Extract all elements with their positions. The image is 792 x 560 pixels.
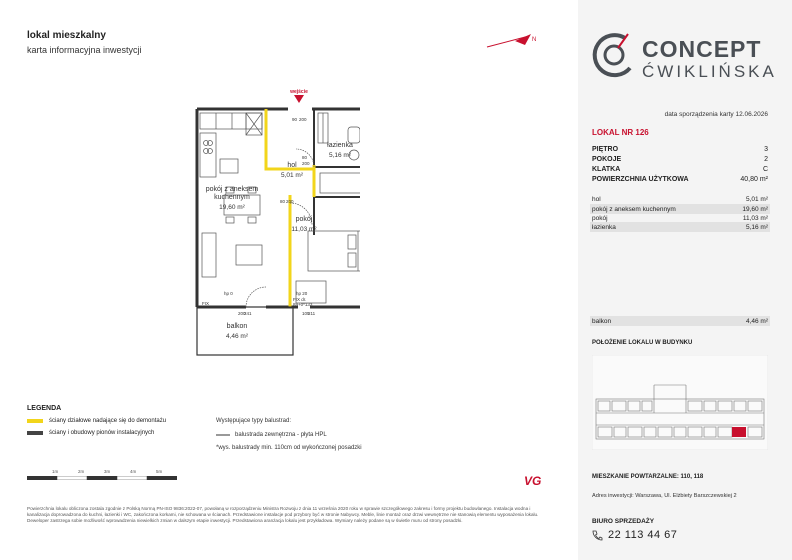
balustrade-title: Występujące typy balustrad: — [216, 418, 291, 424]
scale-label: 5m — [156, 469, 163, 474]
room-area: 5,16 m² — [745, 223, 768, 231]
lokal-number: LOKAL NR 126 — [592, 128, 649, 137]
bath-label: łazienka — [327, 142, 353, 149]
property-row — [592, 146, 768, 156]
page-subtitle: karta informacyjna inwestycji — [27, 45, 142, 55]
dim-label: 200 — [238, 311, 246, 316]
dim-label: 200 — [302, 161, 310, 166]
hall-label: hol — [287, 162, 297, 169]
room-name: pokój z aneksem kuchennym — [592, 205, 676, 213]
property-row — [592, 156, 768, 166]
property-label: KLATKA — [592, 166, 621, 173]
legend-title: LEGENDA — [27, 405, 62, 412]
property-label: POWIERZCHNIA UŻYTKOWA — [592, 176, 689, 183]
dim-label: 80 — [302, 155, 308, 160]
balcony-area: 4,46 m² — [225, 333, 249, 340]
legend-item — [27, 418, 166, 424]
hall-area: 5,01 m² — [280, 172, 304, 179]
property-value: 3 — [764, 146, 768, 153]
scale-bar — [27, 476, 177, 480]
balustrade-swatch — [216, 434, 230, 436]
vg-logo: VG — [524, 474, 542, 488]
balcony-name: balkon — [592, 317, 612, 325]
floor-plan — [180, 85, 360, 365]
scale-label: 4m — [130, 469, 137, 474]
dim-label: 241 — [244, 311, 252, 316]
svg-text:N: N — [532, 37, 537, 43]
balustrade-type: balustrada zewnętrzna - płyta HPL — [235, 432, 327, 438]
room-name: łazienka — [592, 223, 616, 231]
balustrade-note: *wys. balustrady min. 110cm od wykończonej posadzki — [216, 445, 362, 451]
dim-label: 89+0*133 — [293, 302, 313, 307]
dim-label: 80 — [280, 199, 286, 204]
room-area-row — [590, 194, 770, 204]
dim-label: 211 — [308, 311, 316, 316]
concept-logo-icon — [590, 30, 638, 80]
room-label: pokój — [295, 216, 313, 223]
dim-label: 90 — [292, 117, 298, 122]
north-arrow-icon — [485, 32, 541, 52]
card-date: data sporządzenia karty 12.06.2026 — [664, 111, 768, 118]
scale-label: 3m — [104, 469, 111, 474]
dim-label: hp 20 — [296, 291, 308, 296]
investment-address: Adres inwestycji: Warszawa, Ul. Elżbiety Barszczewskiej 2 — [592, 493, 737, 499]
legend-label: ściany działowe nadające się do demontażu — [49, 418, 167, 424]
page-title: lokal mieszkalny — [27, 30, 106, 41]
dim-label: hp 0 — [224, 291, 233, 296]
property-value: 2 — [764, 156, 768, 163]
property-label: POKOJE — [592, 156, 622, 163]
legend-swatch — [27, 419, 43, 423]
dim-label: 200 — [286, 199, 294, 204]
balcony-label: balkon — [226, 323, 248, 330]
legend-item — [27, 430, 154, 436]
room-area: 19,60 m² — [742, 205, 768, 213]
room-area: 11,03 m² — [742, 214, 768, 222]
scale-label: 2m — [78, 469, 85, 474]
property-label: PIĘTRO — [592, 146, 619, 153]
living-label-line2: kuchennym — [214, 194, 250, 201]
living-area: 19,60 m² — [219, 204, 245, 211]
legend-swatch — [27, 431, 43, 435]
room-name: hol — [592, 195, 601, 203]
balustrade-item — [216, 432, 327, 438]
brand-name: CONCEPT — [642, 36, 762, 62]
scale-label: 1m — [52, 469, 59, 474]
balcony-area-row — [590, 316, 770, 326]
living-label-line1: pokój z aneksem — [205, 186, 259, 193]
room-area-row — [590, 222, 770, 232]
bath-area: 5,16 m² — [328, 152, 352, 159]
dim-label: FIX dr. — [293, 297, 307, 302]
room-area: 11,03 m² — [291, 226, 317, 233]
entry-arrow-icon — [294, 95, 304, 103]
phone-number[interactable]: 22 113 44 67 — [608, 529, 678, 541]
sales-office-title: BIURO SPRZEDAŻY — [592, 518, 655, 525]
phone-icon — [592, 530, 603, 541]
room-area: 5,01 m² — [745, 195, 768, 203]
brand-subname: ĆWIKLIŃSKA — [642, 62, 777, 81]
property-row — [592, 176, 768, 186]
property-row — [592, 166, 768, 176]
similar-apartments: MIESZKANIE POWTARZALNE: 110, 118 — [592, 474, 704, 480]
legend-label: ściany i obudowy pionów instalacyjnych — [49, 430, 155, 436]
location-title: POŁOŻENIE LOKALU W BUDYNKU — [592, 340, 693, 346]
room-name: pokój — [592, 214, 608, 222]
property-value: C — [762, 166, 768, 173]
entry-label: wejście — [290, 89, 308, 95]
balcony-area: 4,46 m² — [745, 317, 768, 325]
footer-disclaimer: Powierzchnia lokalu obliczona zostala zgodnie z Polską Normą PN-ISO 9836:2022-07, powołaną w rozporządzeniu Ministra Rozwoju z dnia 11 września 2020 roku w sprawie szczegółowego zakresu i formy projektu budowlanego. Instalacja wodna i kanalizacja doprowadzona do kuchni, łazienki i WC, zakończona korkami, nie schowana w ścianach. Przedstawione instalacje pod przybory być w stronie Nabywcy. Meble, linie montaż oraz drzwi wewnętrzne nie stanowią elementu wyposażenia lokalu. Deweloper zastrzega sobie możliwość wprowadzenia niewielkich zmian w dalszym etapie inwestycji. Przedstawiona aranżacja lokalu jest przykładowa. Wymiary należy podane są w świetle muru od strony posadzki. — [27, 506, 539, 523]
dim-label: FIX — [202, 301, 210, 306]
building-location-map — [592, 355, 768, 450]
property-value: 40,80 m² — [740, 176, 768, 183]
dim-label: 105 — [302, 311, 310, 316]
dim-label: 200 — [299, 117, 307, 122]
